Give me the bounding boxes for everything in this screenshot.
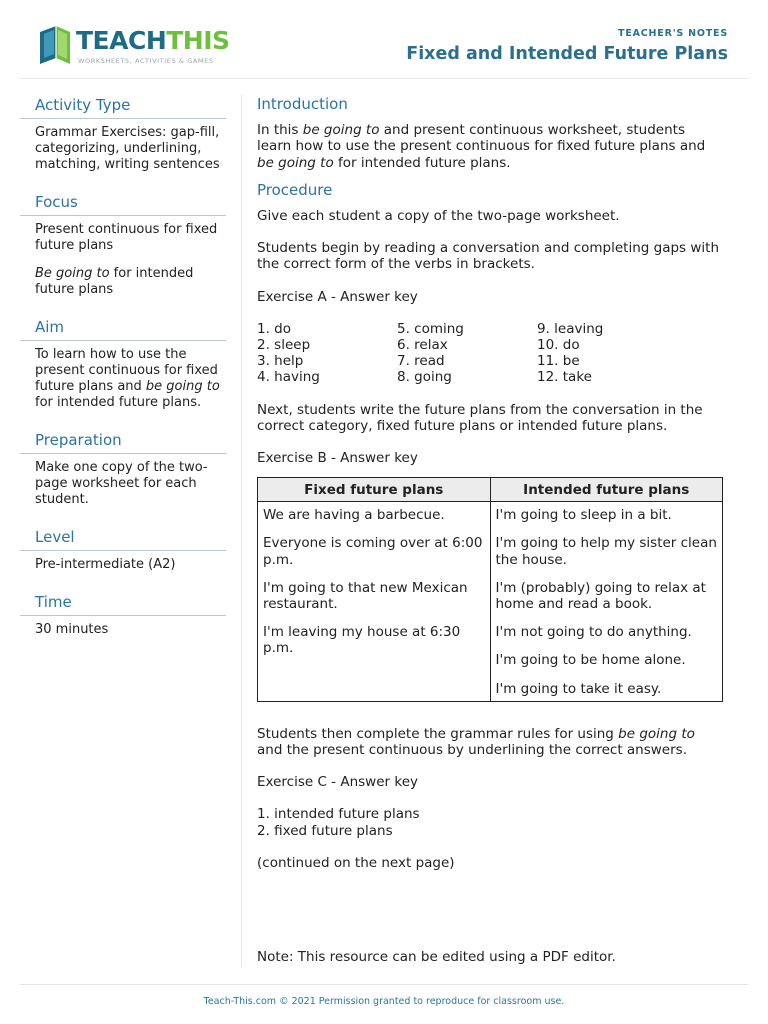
exercise-a-answers — [257, 321, 723, 386]
answer-item: 11. be — [537, 353, 580, 370]
intended-plan-item: I'm going to be home alone. — [495, 652, 686, 669]
introduction-heading: Introduction — [257, 95, 348, 113]
procedure-step-3: Next, students write the future plans from the conversation in the correct category, fixed future plans or intended future plans. — [257, 401, 703, 434]
activity-type-section — [20, 96, 226, 173]
answer-item: 1. intended future plans — [257, 806, 420, 823]
footer-divider — [20, 984, 748, 985]
answer-item: 7. read — [397, 353, 445, 370]
intended-plan-item: I'm not going to do anything. — [495, 624, 692, 641]
page-header — [0, 0, 768, 80]
logo-wordmark: TEACHTHIS — [76, 26, 230, 55]
procedure-step-4: Students then complete the grammar rules for using be going to and the present continuous by underlining the correct answers. — [257, 725, 695, 759]
answer-item: 1. do — [257, 320, 292, 337]
answer-item: 10. do — [537, 337, 580, 354]
teachers-notes-label: TEACHER'S NOTES — [618, 28, 728, 39]
sidebar — [20, 96, 226, 658]
answer-item: 9. leaving — [537, 320, 604, 337]
aim-section — [20, 318, 226, 411]
footer-copyright: Teach-This.com © 2021 Permission granted to reproduce for classroom use. — [203, 996, 565, 1007]
aim-heading: Aim — [20, 318, 226, 341]
intended-plan-item: I'm going to help my sister clean the house. — [495, 535, 717, 568]
answer-item: 6. relax — [397, 337, 448, 354]
answer-item: 2. sleep — [257, 337, 311, 354]
procedure-step-1: Give each student a copy of the two-page worksheet. — [257, 208, 620, 225]
level-section — [20, 528, 226, 573]
answer-item: 4. having — [257, 369, 320, 386]
introduction-text: In this be going to and present continuous worksheet, students learn how to use the present continuous for fixed future plans and be going to for intended future plans. — [257, 122, 706, 171]
fixed-plan-item: I'm going to that new Mexican restaurant. — [263, 579, 468, 612]
time-text: 30 minutes — [35, 622, 109, 637]
table-header-fixed: Fixed future plans — [258, 478, 491, 502]
level-heading: Level — [20, 528, 226, 551]
book-icon — [36, 22, 74, 66]
exercise-a-label: Exercise A - Answer key — [257, 288, 418, 305]
main-content — [257, 96, 723, 887]
exercise-c-answers — [257, 806, 723, 838]
procedure-heading: Procedure — [257, 180, 333, 199]
answer-column — [257, 321, 397, 386]
aim-text: To learn how to use the present continuous for fixed future plans and be going to for intended future plans. — [35, 347, 220, 410]
fixed-plan-item: Everyone is coming over at 6:00 p.m. — [263, 535, 483, 568]
logo-tagline: WORKSHEETS, ACTIVITIES & GAMES — [78, 57, 214, 65]
fixed-plan-item: I'm leaving my house at 6:30 p.m. — [263, 624, 461, 657]
level-text: Pre-intermediate (A2) — [35, 557, 176, 572]
header-divider — [20, 78, 748, 79]
teach-this-logo — [36, 22, 230, 68]
fixed-plans-cell — [258, 502, 491, 702]
fixed-plan-item: We are having a barbecue. — [263, 507, 445, 524]
pdf-editor-note: Note: This resource can be edited using a PDF editor. — [257, 949, 616, 965]
activity-type-heading: Activity Type — [20, 96, 226, 119]
exercise-c-label: Exercise C - Answer key — [257, 774, 418, 791]
answer-item: 2. fixed future plans — [257, 822, 393, 839]
continued-note: (continued on the next page) — [257, 854, 455, 871]
focus-section — [20, 193, 226, 298]
preparation-text: Make one copy of the two-page worksheet for each student. — [35, 460, 208, 507]
intended-plan-item: I'm going to sleep in a bit. — [495, 507, 672, 524]
page-title: Fixed and Intended Future Plans — [406, 44, 728, 64]
column-divider — [241, 95, 242, 967]
answer-item: 5. coming — [397, 320, 464, 337]
focus-text-2: Be going to for intended future plans — [35, 266, 194, 297]
time-heading: Time — [20, 593, 226, 616]
answer-item: 8. going — [397, 369, 452, 386]
exercise-b-label: Exercise B - Answer key — [257, 449, 418, 466]
preparation-heading: Preparation — [20, 431, 226, 454]
future-plans-table — [257, 477, 723, 702]
time-section — [20, 593, 226, 638]
intended-plan-item: I'm going to take it easy. — [495, 680, 662, 697]
intended-plans-cell — [490, 502, 723, 702]
intended-plan-item: I'm (probably) going to relax at home and read a book. — [495, 579, 706, 612]
table-header-intended: Intended future plans — [490, 478, 723, 502]
answer-column — [397, 321, 537, 386]
activity-type-text: Grammar Exercises: gap-fill, categorizing, underlining, matching, writing sentences — [35, 125, 220, 172]
preparation-section — [20, 431, 226, 508]
answer-item: 3. help — [257, 353, 304, 370]
answer-item: 12. take — [537, 369, 592, 386]
focus-text-1: Present continuous for fixed future plans — [35, 222, 218, 253]
answer-column — [537, 321, 677, 386]
focus-heading: Focus — [20, 193, 226, 216]
procedure-step-2: Students begin by reading a conversation and completing gaps with the correct form of the verbs in brackets. — [257, 240, 720, 273]
